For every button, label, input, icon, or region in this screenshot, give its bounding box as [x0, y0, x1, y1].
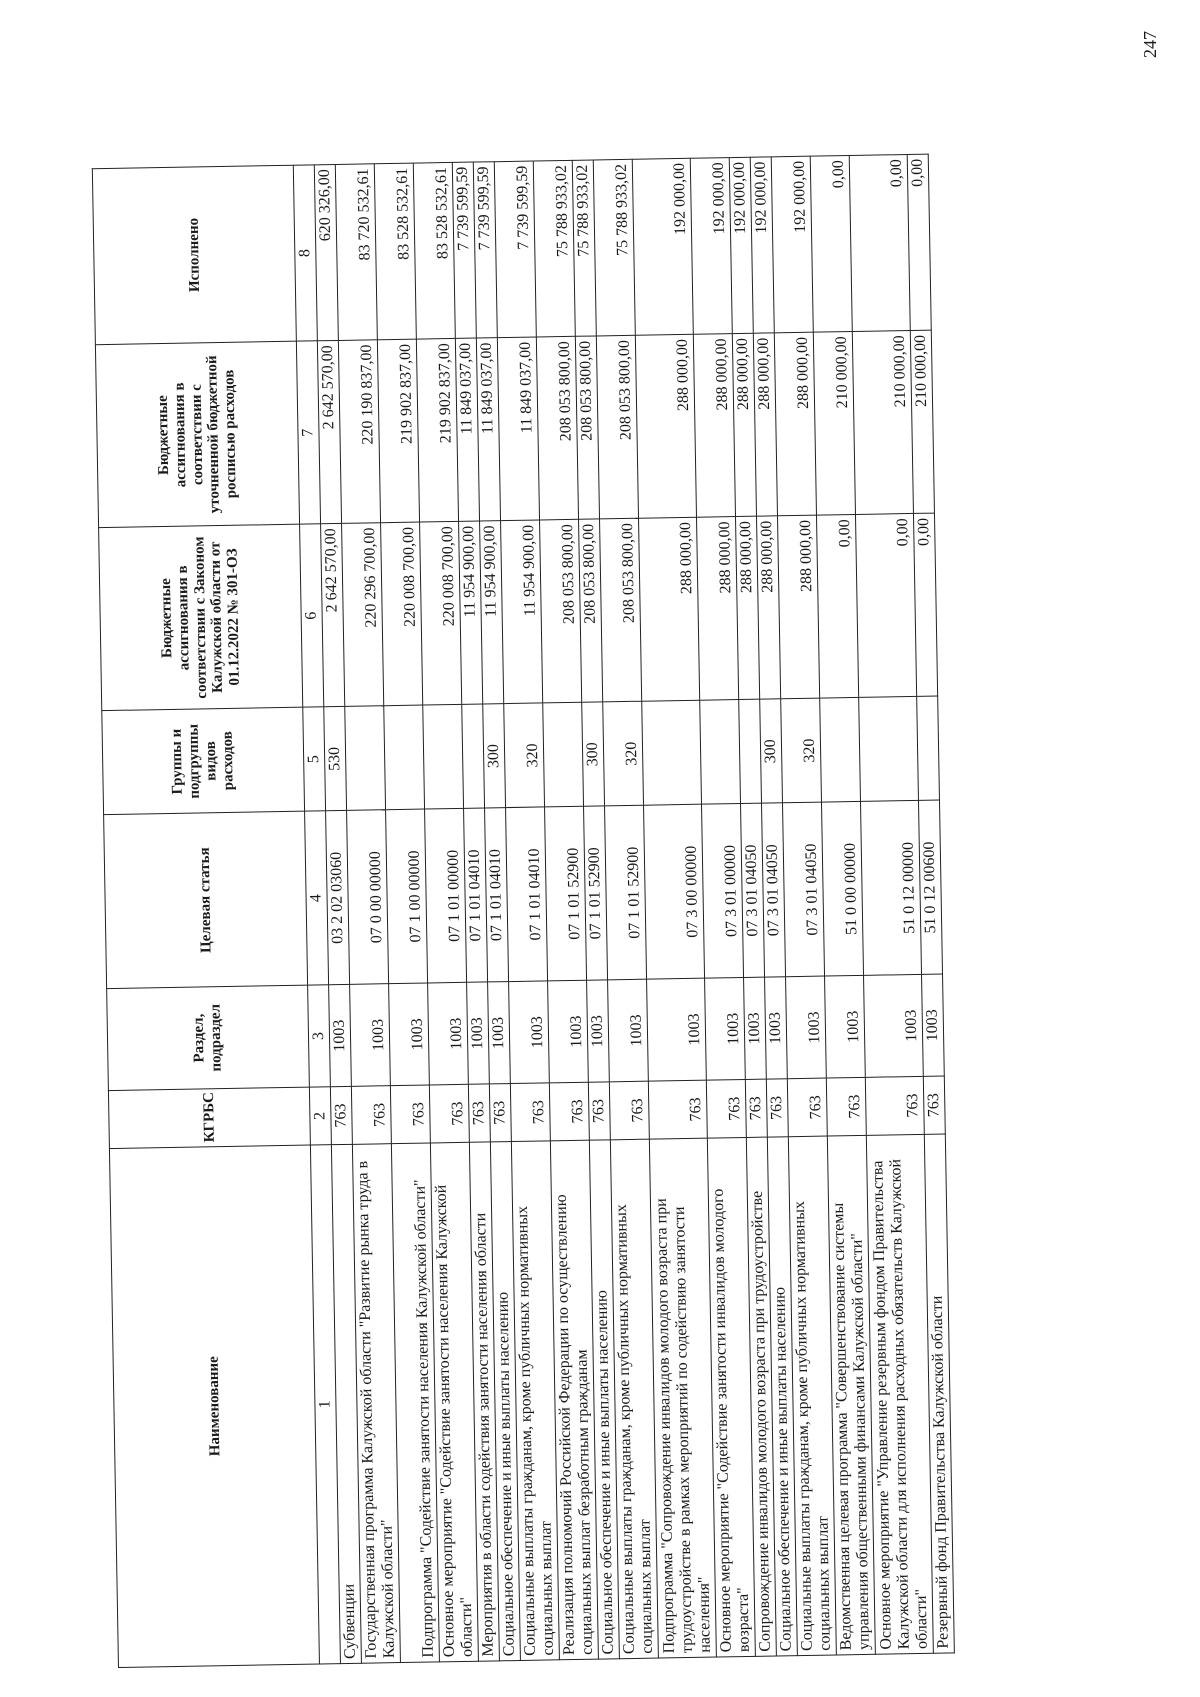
row-name: Подпрограмма "Сопровождение инвалидов молодого возраста при трудоустройстве в рамках мероприятий по содействию занятости населения"	[649, 1138, 716, 1658]
row-kgrbs: 763	[787, 1078, 827, 1137]
row-expense-group	[642, 700, 702, 805]
row-expense-group: 320	[781, 698, 822, 803]
row-name: Мероприятия в области содействия занятости населения области	[469, 1142, 499, 1661]
row-name: Социальное обеспечение и иные выплаты населению	[589, 1140, 619, 1659]
row-section: 1003	[467, 982, 490, 1084]
row-executed: 0,00	[907, 154, 931, 330]
row-section: 1003	[922, 974, 945, 1076]
row-expense-group: 320	[504, 703, 545, 808]
header-executed: Исполнено	[92, 165, 296, 345]
row-kgrbs: 763	[468, 1084, 490, 1142]
row-name: Резервный фонд Правительства Калужской области	[924, 1134, 954, 1653]
row-law-allocation: 220 008 700,00	[420, 522, 462, 706]
row-section: 1003	[608, 979, 649, 1082]
row-refined-allocation: 11 849 037,00	[476, 338, 500, 521]
row-executed: 192 000,00	[750, 157, 774, 333]
row-refined-allocation: 11 849 037,00	[497, 337, 539, 521]
row-kgrbs: 763	[923, 1076, 945, 1134]
row-section: 1003	[428, 982, 469, 1085]
header-target: Целевая статья	[104, 812, 308, 989]
row-section: 1003	[765, 977, 788, 1079]
row-expense-group	[820, 698, 861, 803]
row-law-allocation: 220 008 700,00	[381, 522, 423, 706]
row-kgrbs: 763	[648, 1080, 707, 1139]
row-executed: 0,00	[810, 156, 852, 333]
row-expense-group	[739, 699, 762, 804]
row-kgrbs: 763	[390, 1085, 430, 1144]
row-refined-allocation: 208 053 800,00	[596, 335, 638, 519]
row-kgrbs: 763	[826, 1077, 866, 1136]
row-section: 1003	[389, 983, 430, 1086]
row-executed: 192 000,00	[729, 157, 753, 333]
row-section: 1003	[786, 976, 827, 1079]
page-number: 247	[1140, 31, 1160, 58]
row-target-article: 07 3 01 00000	[702, 804, 744, 978]
row-target-article: 07 3 01 04050	[741, 804, 765, 978]
row-target-article: 07 1 00 00000	[386, 809, 428, 983]
row-target-article: 07 3 01 04050	[762, 803, 786, 977]
row-executed: 83 528 532,61	[374, 163, 416, 340]
row-section: 1003	[647, 978, 707, 1081]
row-target-article: 07 0 00 00000	[347, 810, 389, 984]
row-name: Подпрограмма "Содействие занятости населения Калужской области"	[391, 1143, 439, 1663]
row-kgrbs: 763	[706, 1080, 746, 1139]
row-law-allocation: 220 296 700,00	[342, 523, 384, 707]
row-name: Субвенции	[331, 1144, 361, 1663]
column-number: 4	[305, 811, 329, 985]
column-number: 5	[303, 707, 326, 812]
row-refined-allocation: 288 000,00	[693, 334, 735, 518]
row-target-article: 07 1 01 52900	[584, 806, 608, 980]
row-section: 1003	[548, 980, 589, 1083]
row-section: 1003	[705, 978, 746, 1081]
row-law-allocation: 0,00	[913, 513, 937, 696]
row-refined-allocation: 210 000,00	[910, 330, 934, 513]
header-kgrbs: КГРБС	[108, 1087, 310, 1148]
row-expense-group	[700, 700, 741, 805]
row-executed: 0,00	[849, 154, 910, 331]
row-name: Социальное обеспечение и иные выплаты населению	[767, 1137, 797, 1656]
row-name: Социальные выплаты гражданам, кроме публичных нормативных социальных выплат	[511, 1141, 559, 1661]
row-refined-allocation: 288 000,00	[732, 333, 756, 516]
row-expense-group	[543, 702, 584, 807]
row-kgrbs: 763	[429, 1084, 469, 1143]
row-target-article: 51 0 12 00000	[860, 801, 921, 976]
row-kgrbs: 763	[766, 1079, 788, 1137]
row-law-allocation: 208 053 800,00	[579, 519, 603, 702]
row-kgrbs: 763	[489, 1084, 511, 1142]
row-target-article: 07 1 01 04010	[485, 808, 509, 982]
row-law-allocation: 2 642 570,00	[321, 524, 345, 707]
row-kgrbs: 763	[330, 1086, 352, 1144]
row-kgrbs: 763	[510, 1083, 550, 1142]
row-refined-allocation: 288 000,00	[753, 333, 777, 516]
row-executed: 75 788 933,02	[533, 160, 575, 337]
row-executed: 192 000,00	[690, 158, 732, 335]
column-number: 3	[308, 985, 331, 1087]
row-executed: 83 720 532,61	[335, 164, 377, 341]
row-name: Социальное обеспечение и иные выплаты населению	[490, 1142, 520, 1661]
row-expense-group	[384, 705, 425, 810]
row-section: 1003	[509, 981, 550, 1084]
row-section: 1003	[825, 976, 866, 1079]
row-refined-allocation: 2 642 570,00	[317, 341, 341, 524]
row-executed: 83 528 532,61	[413, 162, 455, 339]
header-group: Группы и подгруппы видов расходов	[102, 707, 305, 815]
row-kgrbs: 763	[865, 1076, 924, 1135]
row-expense-group	[917, 696, 940, 801]
header-law-allocation: Бюджетные ассигнования в соответствии с Законом Калужской области от 01.12.2022 № 301-ОЗ	[99, 524, 303, 710]
row-target-article: 07 1 01 52900	[605, 806, 647, 980]
row-executed: 620 326,00	[314, 164, 338, 340]
row-executed: 75 788 933,02	[572, 160, 596, 336]
row-expense-group	[345, 706, 386, 811]
row-law-allocation: 11 954 900,00	[459, 521, 483, 704]
row-name: Основное мероприятие "Содействие занятости населения Калужской области"	[430, 1142, 478, 1662]
column-number: 7	[296, 341, 320, 524]
row-target-article: 07 1 01 04010	[506, 807, 548, 981]
row-law-allocation: 288 000,00	[639, 517, 700, 701]
row-section: 1003	[864, 975, 924, 1078]
row-law-allocation: 11 954 900,00	[501, 520, 543, 704]
header-row	[92, 165, 319, 1667]
row-expense-group: 300	[760, 699, 783, 804]
row-target-article: 07 3 00 00000	[644, 805, 705, 980]
row-target-article: 07 3 01 04050	[783, 803, 825, 977]
row-refined-allocation: 210 000,00	[813, 332, 855, 516]
table-body	[314, 154, 954, 1663]
row-executed: 7 739 599,59	[494, 161, 536, 338]
row-executed: 7 739 599,59	[452, 162, 476, 338]
row-name: Социальные выплаты гражданам, кроме публичных нормативных социальных выплат	[610, 1139, 658, 1659]
row-refined-allocation: 208 053 800,00	[575, 336, 599, 519]
row-refined-allocation: 11 849 037,00	[455, 338, 479, 521]
column-number: 8	[293, 165, 317, 341]
column-number: 2	[309, 1087, 331, 1145]
row-name: Реализация полномочий Российской Федерации по осуществлению социальных выплат безработным гражданам	[550, 1140, 598, 1660]
row-law-allocation: 208 053 800,00	[600, 518, 642, 702]
header-section: Раздел, подраздел	[107, 985, 310, 1090]
row-executed: 192 000,00	[632, 158, 693, 335]
row-law-allocation: 288 000,00	[756, 516, 780, 699]
row-expense-group	[859, 697, 919, 802]
row-refined-allocation: 220 190 837,00	[338, 340, 380, 524]
row-section: 1003	[488, 982, 511, 1084]
row-law-allocation: 0,00	[855, 514, 916, 698]
row-refined-allocation: 288 000,00	[635, 334, 696, 518]
row-target-article: 51 0 00 00000	[822, 802, 864, 976]
row-section: 1003	[744, 977, 767, 1079]
row-law-allocation: 0,00	[816, 515, 858, 699]
row-expense-group: 530	[324, 707, 347, 812]
row-executed: 192 000,00	[771, 156, 813, 333]
row-kgrbs: 763	[588, 1082, 610, 1140]
row-refined-allocation: 219 902 837,00	[377, 339, 419, 523]
row-section: 1003	[587, 980, 610, 1082]
row-refined-allocation: 210 000,00	[852, 331, 913, 515]
row-name: Основное мероприятие "Управление резервным фондом Правительства Калужской области для исполнения расходных обязательств Калужской области"	[866, 1134, 933, 1654]
row-refined-allocation: 208 053 800,00	[536, 336, 578, 520]
row-name: Основное мероприятие "Содействие занятости инвалидов молодого возраста"	[707, 1137, 755, 1657]
row-section: 1003	[350, 984, 391, 1087]
row-law-allocation: 11 954 900,00	[480, 521, 504, 704]
header-name: Наименование	[109, 1145, 319, 1667]
budget-table-sheet	[92, 151, 1118, 1668]
row-refined-allocation: 288 000,00	[774, 332, 816, 516]
row-name: Сопровождение инвалидов молодого возраста при трудоустройстве	[746, 1137, 776, 1656]
column-number: 1	[310, 1145, 340, 1664]
row-law-allocation: 288 000,00	[697, 517, 739, 701]
row-law-allocation: 288 000,00	[736, 516, 760, 699]
row-expense-group	[423, 705, 464, 810]
row-refined-allocation: 219 902 837,00	[416, 339, 458, 523]
row-expense-group: 300	[582, 702, 605, 807]
row-target-article: 07 1 01 00000	[425, 809, 467, 983]
row-target-article: 03 2 02 03060	[326, 811, 350, 985]
row-name: Государственная программа Калужской области "Развитие рынка труда в Калужской области"	[352, 1144, 400, 1664]
row-target-article: 07 1 01 04010	[464, 808, 488, 982]
row-expense-group: 320	[603, 701, 644, 806]
row-expense-group	[462, 704, 485, 809]
row-executed: 75 788 933,02	[593, 159, 635, 336]
row-executed: 7 739 599,59	[473, 162, 497, 338]
row-target-article: 07 1 01 52900	[545, 807, 587, 981]
row-name: Социальные выплаты гражданам, кроме публичных нормативных социальных выплат	[788, 1136, 836, 1656]
row-kgrbs: 763	[609, 1081, 649, 1140]
row-kgrbs: 763	[351, 1086, 391, 1145]
row-law-allocation: 288 000,00	[777, 515, 819, 699]
row-kgrbs: 763	[745, 1079, 767, 1137]
row-kgrbs: 763	[549, 1082, 589, 1141]
row-name: Ведомственная целевая программа "Совершенствование системы управления общественными финансами Калужской области"	[827, 1135, 875, 1655]
column-number: 6	[300, 524, 324, 707]
budget-table	[92, 154, 955, 1668]
row-expense-group: 300	[483, 704, 506, 809]
row-section: 1003	[329, 985, 352, 1087]
row-law-allocation: 208 053 800,00	[540, 519, 582, 703]
header-refined-allocation: Бюджетные ассигнования в соответствии с уточненной бюджетной росписью расходов	[95, 341, 299, 527]
row-target-article: 51 0 12 00600	[918, 800, 942, 974]
